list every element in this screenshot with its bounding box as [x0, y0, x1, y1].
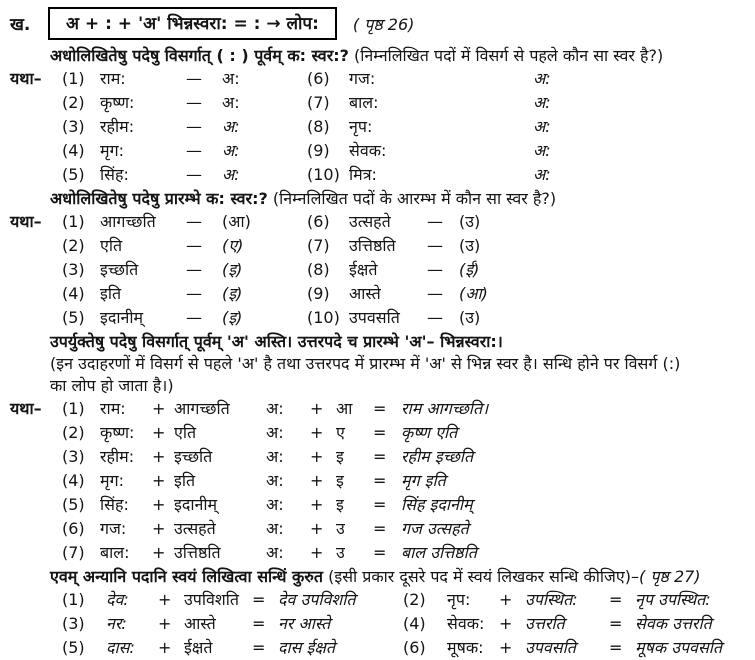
word: देव: [106, 590, 129, 609]
result: कृष्ण एति [401, 423, 458, 442]
example-row [10, 210, 751, 234]
row-number: (1) [62, 590, 85, 609]
row-number: (5) [62, 308, 85, 327]
dash: — [186, 212, 202, 231]
section2-heading-sanskrit: अधोलिखितेषु पदेषु प्रारम्भे क: स्वर:? [50, 189, 268, 208]
dash: — [427, 212, 443, 231]
row-number: (1) [62, 69, 85, 88]
dash: — [186, 260, 202, 279]
plus-sign: + [158, 590, 172, 609]
answer: अ: [533, 69, 551, 88]
word: दास: [106, 638, 135, 657]
word: आगच्छति [100, 212, 156, 231]
vowel: इ [336, 495, 344, 514]
row-number: (1) [62, 399, 85, 418]
dash: — [186, 236, 202, 255]
plus-sign: + [152, 543, 166, 562]
word: इति [100, 284, 122, 303]
word: ईक्षते [349, 260, 378, 279]
row-number: (6) [403, 638, 426, 657]
word: इदानीम् [174, 495, 218, 514]
row-number: (10) [307, 165, 340, 184]
dash: — [186, 93, 202, 112]
result: बाल उत्तिष्ठति [401, 543, 477, 562]
plus-sign: + [310, 447, 324, 466]
result: सिंह इदानीम् [401, 495, 473, 514]
plus-sign: + [158, 638, 172, 657]
equation-row [10, 493, 751, 517]
plus-sign: + [310, 471, 324, 490]
section4-heading [10, 565, 751, 588]
visarga: अ: [266, 495, 284, 514]
section1-heading [10, 44, 751, 67]
section1-heading-sanskrit: अधोलिखितेषु पदेषु विसर्गात् ( : ) पूर्वम् क: स्वर:? [50, 46, 349, 65]
row-number: (4) [62, 284, 85, 303]
word: सेवक: [447, 614, 485, 633]
plus-sign: + [499, 590, 513, 609]
example-row [10, 258, 751, 282]
equation-row [10, 636, 751, 660]
answer: अ: [222, 93, 240, 112]
plus-sign: + [499, 614, 513, 633]
equals-sign: = [609, 638, 623, 657]
answer: (इ) [222, 260, 243, 279]
section1-list [10, 67, 751, 187]
result: नर आस्ते [278, 614, 331, 633]
section3-explanation-line1: (इन उदाहरणों में विसर्ग से पहले 'अ' है तथा उत्तरपद में प्रारम्भ में 'अ' से भिन्न स्वर है। सन्धि होने पर विसर्ग (:) [50, 354, 681, 373]
equation-row [10, 588, 751, 612]
row-number: (5) [62, 165, 85, 184]
dash: — [186, 165, 202, 184]
row-number: (6) [62, 519, 85, 538]
answer: अ: [222, 165, 240, 184]
equals-sign: = [373, 543, 387, 562]
vowel: उ [336, 543, 345, 562]
answer: (ए) [222, 236, 244, 255]
dash: — [186, 284, 202, 303]
word: गज: [349, 69, 376, 88]
header-row [10, 5, 751, 42]
word: मूषक: [447, 638, 484, 657]
word: एति [174, 423, 197, 442]
word: नर: [106, 614, 127, 633]
vowel: इ [336, 447, 344, 466]
answer: अ: [222, 69, 240, 88]
equals-sign: = [252, 590, 266, 609]
row-number: (7) [62, 543, 85, 562]
visarga: अ: [266, 519, 284, 538]
result: दास ईक्षते [278, 638, 335, 657]
row-number: (4) [62, 471, 85, 490]
row-number: (3) [62, 614, 85, 633]
answer: (इ) [222, 284, 243, 303]
word: बाल: [349, 93, 379, 112]
equals-sign: = [373, 447, 387, 466]
result: रहीम इच्छति [401, 447, 474, 466]
vowel: ए [336, 423, 345, 442]
section1-heading-hindi: (निम्नलिखित पदों में विसर्ग से पहले कौन सा स्वर है?) [354, 46, 664, 65]
equals-sign: = [373, 495, 387, 514]
plus-sign: + [310, 519, 324, 538]
dash: — [427, 236, 443, 255]
visarga: अ: [266, 447, 284, 466]
section4-list [10, 588, 751, 660]
example-row [10, 91, 751, 115]
answer: अ: [222, 117, 240, 136]
result: गज उत्सहते [401, 519, 469, 538]
word: उपस्थित: [525, 590, 578, 609]
word: मृग: [100, 141, 124, 160]
vowel: आ [336, 399, 353, 418]
row-number: (1) [62, 212, 85, 231]
example-row [10, 115, 751, 139]
dash: — [186, 69, 202, 88]
equals-sign: = [373, 423, 387, 442]
plus-sign: + [310, 399, 324, 418]
row-number: (7) [307, 236, 330, 255]
word: नृप: [349, 117, 373, 136]
word: उपवसति [349, 308, 400, 327]
word: मित्र: [349, 165, 377, 184]
section4-heading-sanskrit: एवम् अन्यानि पदानि स्वयं लिखित्वा सन्धिं कुरुत [50, 567, 323, 586]
section2-list [10, 210, 751, 330]
section4-heading-hindi: (इसी प्रकार दूसरे पद में स्वयं लिखकर सन्धि कीजिए)– [328, 567, 640, 586]
plus-sign: + [310, 495, 324, 514]
answer: (उ) [459, 212, 481, 231]
dash: — [186, 117, 202, 136]
answer: अ: [533, 141, 551, 160]
answer: (आ) [222, 212, 251, 231]
equation-row [10, 469, 751, 493]
row-number: (2) [62, 93, 85, 112]
sandhi-formula-box: अ + : + 'अ' भिन्नस्वरा: = : → लोप: [48, 7, 337, 40]
word: एति [100, 236, 123, 255]
answer: अ: [533, 165, 551, 184]
yatha-label: यथा– [10, 69, 42, 88]
answer: अ: [533, 93, 551, 112]
plus-sign: + [152, 447, 166, 466]
word: उत्तिष्ठति [349, 236, 396, 255]
word: ईक्षते [184, 638, 213, 657]
row-number: (3) [62, 260, 85, 279]
plus-sign: + [152, 399, 166, 418]
dash: — [186, 308, 202, 327]
row-number: (6) [307, 212, 330, 231]
dash: — [427, 260, 443, 279]
word: इति [174, 471, 196, 490]
row-number: (9) [307, 284, 330, 303]
section2-heading-hindi: (निम्नलिखित पदों के आरम्भ में कौन सा स्वर है?) [272, 189, 557, 208]
vowel: उ [336, 519, 345, 538]
word: बाल: [100, 543, 130, 562]
word: उत्सहते [349, 212, 391, 231]
row-number: (2) [62, 423, 85, 442]
word: कृष्ण: [100, 93, 135, 112]
equals-sign: = [609, 614, 623, 633]
section3-list [10, 397, 751, 565]
equation-row [10, 445, 751, 469]
word: उपवसति [525, 638, 576, 657]
equation-row [10, 517, 751, 541]
answer: (आ) [459, 284, 488, 303]
answer: अ: [533, 117, 551, 136]
word: राम: [100, 399, 126, 418]
dash: — [427, 284, 443, 303]
word: इच्छति [174, 447, 213, 466]
example-row [10, 163, 751, 187]
row-number: (5) [62, 638, 85, 657]
section3-heading-sanskrit: उपर्युक्तेषु पदेषु विसर्गात् पूर्वम् 'अ' अस्ति। उत्तरपदे च प्रारम्भे 'अ'– भिन्नस्वरा:। [50, 332, 503, 351]
word: आगच्छति [174, 399, 230, 418]
example-row [10, 67, 751, 91]
page-reference: ( पृष्ठ 27) [639, 567, 701, 586]
word: रहीम: [100, 447, 135, 466]
result: सेवक उत्तरति [635, 614, 712, 633]
result: नृप उपस्थित: [635, 590, 711, 609]
result: देव उपविशति [278, 590, 356, 609]
answer: अ: [222, 141, 240, 160]
word: इदानीम् [100, 308, 144, 327]
plus-sign: + [310, 543, 324, 562]
plus-sign: + [310, 423, 324, 442]
yatha-label: यथा– [10, 399, 42, 418]
yatha-label: यथा– [10, 212, 42, 231]
equals-sign: = [373, 519, 387, 538]
word: उत्सहते [174, 519, 216, 538]
section2-heading [10, 187, 751, 210]
answer: (इ) [222, 308, 243, 327]
row-number: (9) [307, 141, 330, 160]
row-number: (4) [403, 614, 426, 633]
equation-row [10, 541, 751, 565]
example-row [10, 282, 751, 306]
answer: (ई) [459, 260, 480, 279]
section-label: ख. [10, 15, 31, 35]
row-number: (4) [62, 141, 85, 160]
dash: — [427, 308, 443, 327]
word: सिंह: [100, 495, 129, 514]
equation-row [10, 397, 751, 421]
equals-sign: = [373, 471, 387, 490]
word: आस्ते [184, 614, 216, 633]
equals-sign: = [609, 590, 623, 609]
word: इच्छति [100, 260, 139, 279]
example-row [10, 234, 751, 258]
plus-sign: + [152, 423, 166, 442]
plus-sign: + [152, 471, 166, 490]
word: आस्ते [349, 284, 381, 303]
word: उपविशति [184, 590, 240, 609]
equation-row [10, 612, 751, 636]
word: कृष्ण: [100, 423, 135, 442]
result: मूषक उपवसति [635, 638, 723, 657]
plus-sign: + [499, 638, 513, 657]
word: सिंह: [100, 165, 129, 184]
row-number: (5) [62, 495, 85, 514]
result: मृग इति [401, 471, 446, 490]
row-number: (6) [307, 69, 330, 88]
word: सेवक: [349, 141, 387, 160]
equals-sign: = [373, 399, 387, 418]
dash: — [186, 141, 202, 160]
row-number: (3) [62, 447, 85, 466]
word: नृप: [447, 590, 471, 609]
row-number: (10) [307, 308, 340, 327]
word: रहीम: [100, 117, 135, 136]
section3-explanation-line2: का लोप हो जाता है।) [50, 376, 174, 395]
visarga: अ: [266, 423, 284, 442]
visarga: अ: [266, 399, 284, 418]
row-number: (8) [307, 117, 330, 136]
vowel: इ [336, 471, 344, 490]
row-number: (8) [307, 260, 330, 279]
page-reference: ( पृष्ठ 26) [352, 14, 415, 34]
example-row [10, 306, 751, 330]
row-number: (3) [62, 117, 85, 136]
plus-sign: + [158, 614, 172, 633]
visarga: अ: [266, 543, 284, 562]
answer: (उ) [459, 308, 481, 327]
section3-heading [10, 330, 751, 353]
row-number: (7) [307, 93, 330, 112]
row-number: (2) [403, 590, 426, 609]
word: गज: [100, 519, 127, 538]
word: उत्तिष्ठति [174, 543, 221, 562]
result: राम आगच्छति। [401, 399, 489, 418]
word: राम: [100, 69, 126, 88]
answer: (उ) [459, 236, 481, 255]
equals-sign: = [252, 638, 266, 657]
example-row [10, 139, 751, 163]
visarga: अ: [266, 471, 284, 490]
equals-sign: = [252, 614, 266, 633]
plus-sign: + [152, 519, 166, 538]
word: मृग: [100, 471, 124, 490]
word: उत्तरति [525, 614, 565, 633]
equation-row [10, 421, 751, 445]
row-number: (2) [62, 236, 85, 255]
plus-sign: + [152, 495, 166, 514]
